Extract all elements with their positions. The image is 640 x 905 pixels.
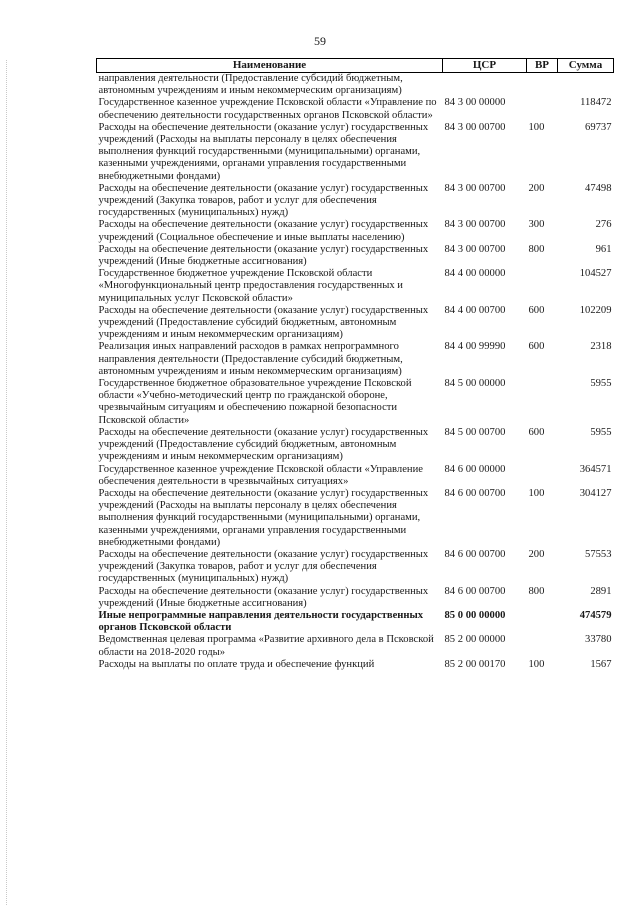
row-name-cell: Государственное бюджетное учреждение Псковской области «Многофункциональный центр предоставления государственных и муниципальных услуг Псковской области»: [98, 268, 403, 304]
table-body: [97, 73, 614, 671]
row-name-cell: Расходы на обеспечение деятельности (оказание услуг) государственных учреждений (Предоставление субсидий бюджетным, автономным учреждениям и иным некоммерческим организациям): [98, 304, 429, 341]
row-sum-cell: 69737: [585, 121, 612, 133]
row-vr-cell: 600: [528, 304, 545, 316]
row-vr-cell: 800: [528, 243, 545, 255]
row-vr-cell: 100: [528, 121, 545, 133]
header-name: Наименование: [97, 59, 443, 73]
row-sum-cell: 474579: [579, 609, 612, 621]
row-sum-cell: 102209: [579, 304, 612, 316]
scan-edge-line: [6, 60, 7, 905]
row-csr-cell: 84 4 00 00000: [444, 268, 506, 280]
table-row: [97, 549, 614, 586]
row-name-cell: Ведомственная целевая программа «Развитие архивного дела в Псковской области на 2018-2020 годы»: [98, 634, 434, 658]
row-sum-cell: 2891: [590, 585, 612, 597]
row-vr-cell: 600: [528, 341, 545, 353]
row-name-cell: Реализация иных направлений расходов в рамках непрограммного направления деятельности (Предоставление субсидий бюджетным, автономным учреждениям и иным некоммерческим организациям): [98, 341, 403, 377]
row-vr-cell: [527, 464, 558, 488]
row-name-cell: Иные непрограммные направления деятельности государственных органов Псковской области: [98, 609, 424, 634]
row-name-cell: Расходы на обеспечение деятельности (оказание услуг) государственных учреждений (Иные бюджетные ассигнования): [98, 243, 429, 268]
row-csr-cell: 84 6 00 00700: [444, 548, 506, 560]
table-row: [97, 341, 614, 378]
page-number: 59: [314, 34, 326, 48]
row-sum-cell: 2318: [590, 341, 612, 353]
row-sum-cell: 33780: [585, 634, 612, 646]
table-row: [97, 586, 614, 610]
table-row: [97, 378, 614, 427]
row-csr-cell: 84 3 00 00700: [444, 182, 506, 194]
row-sum-cell: 304127: [579, 487, 612, 499]
row-vr-cell: [527, 634, 558, 658]
row-csr-cell: 84 4 00 00700: [444, 304, 506, 316]
row-vr-cell: 100: [528, 487, 545, 499]
table-row: [97, 464, 614, 488]
row-vr-cell: [527, 73, 558, 98]
row-csr-cell: 85 0 00 00000: [444, 609, 506, 621]
row-vr-cell: [527, 268, 558, 305]
row-vr-cell: 100: [528, 658, 545, 670]
table-row: [97, 659, 614, 671]
budget-table: [96, 58, 614, 671]
table-row: [97, 427, 614, 464]
table-row: [97, 610, 614, 634]
row-sum-cell: 5955: [590, 426, 612, 438]
row-vr-cell: 800: [528, 585, 545, 597]
row-vr-cell: 300: [528, 219, 545, 231]
header-vr: ВР: [527, 59, 558, 73]
row-csr-cell: 84 3 00 00000: [444, 97, 506, 109]
table-row: [97, 244, 614, 268]
row-name-cell: Расходы на обеспечение деятельности (оказание услуг) государственных учреждений (Расходы на выплаты персоналу в целях обеспечения выполнения функций государственными (муниципальными) органами, казенными учреждениями, органами управления государственными внебюджетными фондами): [98, 121, 429, 182]
row-csr-cell: 84 3 00 00700: [444, 243, 506, 255]
row-csr-cell: 85 2 00 00170: [444, 658, 506, 670]
row-csr-cell: 84 5 00 00700: [444, 426, 506, 438]
row-name-cell: Расходы на обеспечение деятельности (оказание услуг) государственных учреждений (Закупка товаров, работ и услуг для обеспечения государственных (муниципальных) нужд): [98, 182, 429, 219]
table-header-row: [97, 59, 614, 73]
row-name-cell: Расходы на обеспечение деятельности (оказание услуг) государственных учреждений (Закупка товаров, работ и услуг для обеспечения государственных (муниципальных) нужд): [98, 548, 429, 585]
row-name-cell: Государственное бюджетное образовательное учреждение Псковской области «Учебно-методический центр по гражданской обороне, чрезвычайным ситуациям и обеспечению пожарной безопасности Псковской области»: [98, 378, 412, 426]
row-csr-cell: 84 6 00 00000: [444, 463, 506, 475]
row-vr-cell: [527, 378, 558, 427]
row-sum-cell: 364571: [579, 463, 612, 475]
row-name-cell: Расходы на выплаты по оплате труда и обеспечение функций: [98, 658, 375, 670]
row-vr-cell: 200: [528, 182, 545, 194]
row-sum-cell: [558, 73, 614, 98]
row-vr-cell: [527, 97, 558, 121]
row-vr-cell: [527, 610, 558, 634]
row-name-cell: направления деятельности (Предоставление субсидий бюджетным, автономным учреждениям и иным некоммерческим организациям): [98, 73, 403, 97]
row-sum-cell: 276: [595, 219, 612, 231]
table-row: [97, 183, 614, 220]
row-name-cell: Расходы на обеспечение деятельности (оказание услуг) государственных учреждений (Иные бюджетные ассигнования): [98, 585, 429, 609]
table-row: [97, 97, 614, 121]
row-name-cell: Расходы на обеспечение деятельности (оказание услуг) государственных учреждений (Социальное обеспечение и иные выплаты населению): [98, 219, 429, 243]
row-csr-cell: 85 2 00 00000: [444, 634, 506, 646]
row-vr-cell: 200: [528, 548, 545, 560]
row-sum-cell: 961: [595, 243, 612, 255]
table-row: [97, 219, 614, 243]
table-row: [97, 488, 614, 549]
row-sum-cell: 5955: [590, 378, 612, 390]
table-row: [97, 268, 614, 305]
row-sum-cell: 118472: [580, 97, 612, 109]
row-csr-cell: 84 3 00 00700: [444, 121, 506, 133]
row-name-cell: Расходы на обеспечение деятельности (оказание услуг) государственных учреждений (Предоставление субсидий бюджетным, автономным учреждениям и иным некоммерческим организациям): [98, 426, 429, 463]
row-csr-cell: 84 4 00 99990: [444, 341, 506, 353]
row-name-cell: Государственное казенное учреждение Псковской области «Управление по обеспечению деятельности государственных органов Псковской области»: [98, 97, 437, 121]
row-name-cell: Государственное казенное учреждение Псковской области «Управление обеспечения деятельности в чрезвычайных ситуациях»: [98, 463, 423, 487]
table-row: [97, 305, 614, 342]
table-row: [97, 73, 614, 98]
row-csr-cell: 84 5 00 00000: [444, 378, 506, 390]
header-csr: ЦСР: [443, 59, 527, 73]
row-sum-cell: 57553: [585, 548, 612, 560]
row-csr-cell: [443, 73, 527, 98]
row-vr-cell: 600: [528, 426, 545, 438]
header-sum: Сумма: [558, 59, 614, 73]
row-csr-cell: 84 6 00 00700: [444, 487, 506, 499]
table-row: [97, 122, 614, 183]
row-sum-cell: 104527: [579, 268, 612, 280]
row-csr-cell: 84 6 00 00700: [444, 585, 506, 597]
table-row: [97, 634, 614, 658]
row-csr-cell: 84 3 00 00700: [444, 219, 506, 231]
row-sum-cell: 47498: [585, 182, 612, 194]
row-sum-cell: 1567: [590, 658, 612, 670]
row-name-cell: Расходы на обеспечение деятельности (оказание услуг) государственных учреждений (Расходы на выплаты персоналу в целях обеспечения выполнения функций государственными (муниципальными) органами, казенными учреждениями, органами управления государственными внебюджетными фондами): [98, 487, 429, 548]
